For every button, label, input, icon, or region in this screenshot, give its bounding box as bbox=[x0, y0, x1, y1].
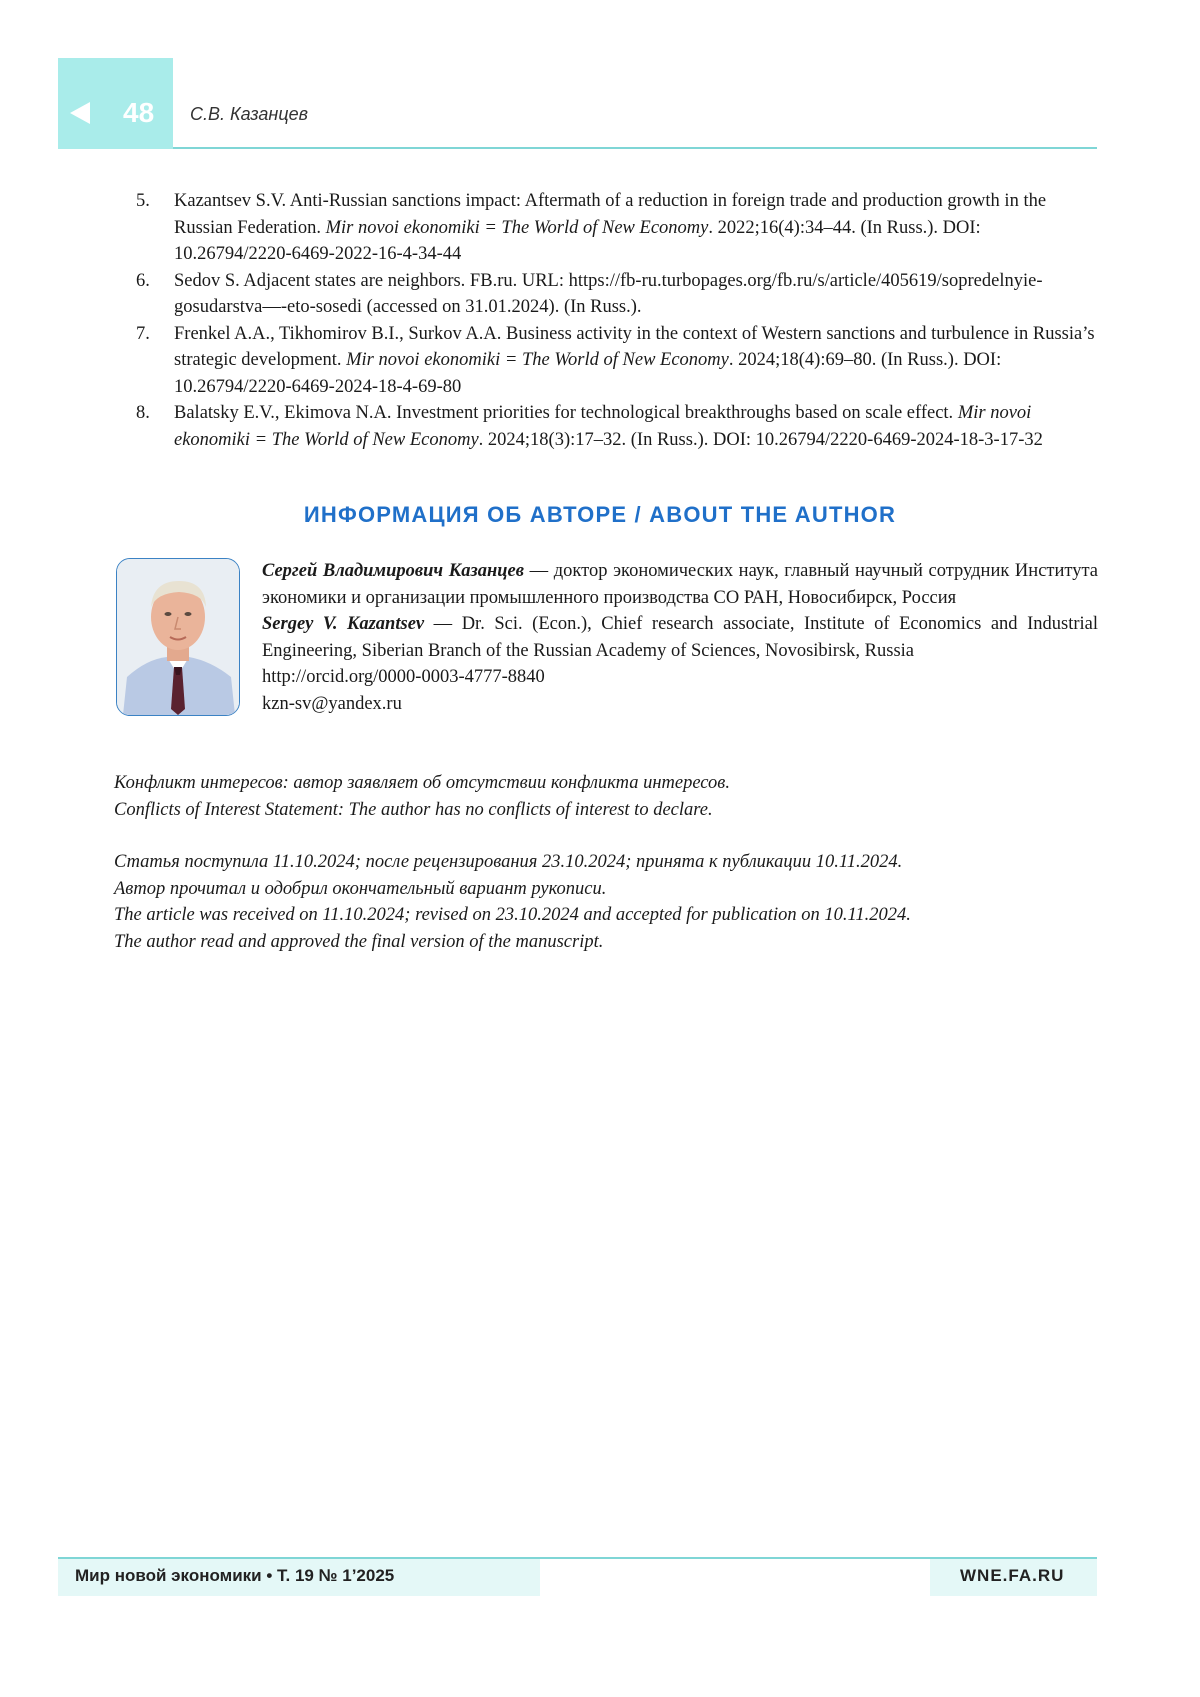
reference-number: 7. bbox=[136, 323, 150, 344]
reference-list bbox=[136, 188, 1096, 453]
article-dates-ru: Статья поступила 11.10.2024; после рецензирования 23.10.2024; принята к публикации 10.11.2024. bbox=[114, 852, 903, 872]
author-photo bbox=[116, 558, 240, 716]
author-orcid[interactable]: http://orcid.org/0000-0003-4777-8840 bbox=[262, 667, 545, 687]
previous-page-arrow-icon bbox=[70, 102, 90, 124]
reference-text: Sedov S. Adjacent states are neighbors. FB.ru. URL: https://fb-ru.turbopages.org/fb.ru/s/article/405619/sopredelnyie-gosudarstva—-eto-sosedi (accessed on 31.01.2024). (In Russ.). bbox=[174, 270, 1043, 317]
reference-details: . 2022;16(4):34–44. (In Russ.). DOI: 10.26794/2220-6469-2022-16-4-34-44 bbox=[174, 217, 981, 264]
footer-site-link[interactable]: WNE.FA.RU bbox=[960, 1566, 1065, 1585]
reference-text: Frenkel A.A., Tikhomirov B.I., Surkov A.A. Business activity in the context of Western sanctions and turbulence in Russia’s strategic development. bbox=[174, 323, 1095, 370]
reference-details: . 2024;18(3):17–32. (In Russ.). DOI: 10.26794/2220-6469-2024-18-3-17-32 bbox=[478, 429, 1043, 450]
author-bio-ru bbox=[262, 558, 1098, 611]
reference-text: Kazantsev S.V. Anti-Russian sanctions impact: Aftermath of a reduction in foreign trade and production growth in the Russian Federation. bbox=[174, 191, 1047, 238]
reference-details: . 2024;18(4):69–80. (In Russ.). DOI: 10.26794/2220-6469-2024-18-4-69-80 bbox=[174, 350, 1002, 397]
reference-number: 6. bbox=[136, 270, 150, 291]
approval-statement-ru: Автор прочитал и одобрил окончательный вариант рукописи. bbox=[114, 878, 607, 899]
article-dates-en: The article was received on 11.10.2024; revised on 23.10.2024 and accepted for publication on 10.11.2024. bbox=[114, 905, 911, 925]
header-rule bbox=[173, 147, 1097, 149]
reference-journal: Mir novoi ekonomiki = The World of New Economy bbox=[174, 403, 1032, 450]
page-number: 48 bbox=[123, 97, 155, 128]
approval-statement-en: The author read and approved the final version of the manuscript. bbox=[114, 931, 604, 952]
reference-item bbox=[136, 268, 1096, 321]
reference-journal: Mir novoi ekonomiki = The World of New Economy bbox=[325, 217, 709, 238]
author-description-en: — Dr. Sci. (Econ.), Chief research associate, Institute of Economics and Industrial Engineering, Siberian Branch of the Russian Academy of Sciences, Novosibirsk, Russia bbox=[262, 614, 1098, 661]
author-name-en: Sergey V. Kazantsev bbox=[262, 614, 425, 634]
author-description-ru: — доктор экономических наук, главный научный сотрудник Института экономики и организации промышленного производства СО РАН, Новосибирск, Россия bbox=[262, 561, 1099, 608]
reference-number: 8. bbox=[136, 403, 150, 423]
author-portrait-icon bbox=[117, 559, 239, 715]
author-name-ru: Сергей Владимирович Казанцев bbox=[262, 561, 525, 581]
reference-number: 5. bbox=[136, 191, 150, 211]
footer-rule bbox=[540, 1557, 930, 1559]
statements bbox=[114, 770, 1104, 955]
author-bio bbox=[262, 558, 1098, 717]
running-author: С.В. Казанцев bbox=[190, 104, 309, 124]
reference-journal: Mir novoi ekonomiki = The World of New Economy bbox=[346, 350, 729, 370]
reference-text: Balatsky E.V., Ekimova N.A. Investment priorities for technological breakthroughs based on scale effect. bbox=[174, 403, 958, 423]
reference-item bbox=[136, 400, 1096, 453]
footer-journal-issue: Мир новой экономики • Т. 19 № 1’2025 bbox=[75, 1566, 395, 1585]
reference-item bbox=[136, 321, 1096, 401]
about-author-heading: ИНФОРМАЦИЯ ОБ АВТОРЕ / ABOUT THE AUTHOR bbox=[303, 502, 897, 527]
author-email[interactable]: kzn-sv@yandex.ru bbox=[262, 693, 402, 714]
reference-item bbox=[136, 188, 1096, 268]
conflict-statement-en: Conflicts of Interest Statement: The author has no conflicts of interest to declare. bbox=[114, 799, 713, 820]
conflict-statement-ru: Конфликт интересов: автор заявляет об отсутствии конфликта интересов. bbox=[114, 773, 730, 793]
author-bio-en bbox=[262, 611, 1098, 664]
